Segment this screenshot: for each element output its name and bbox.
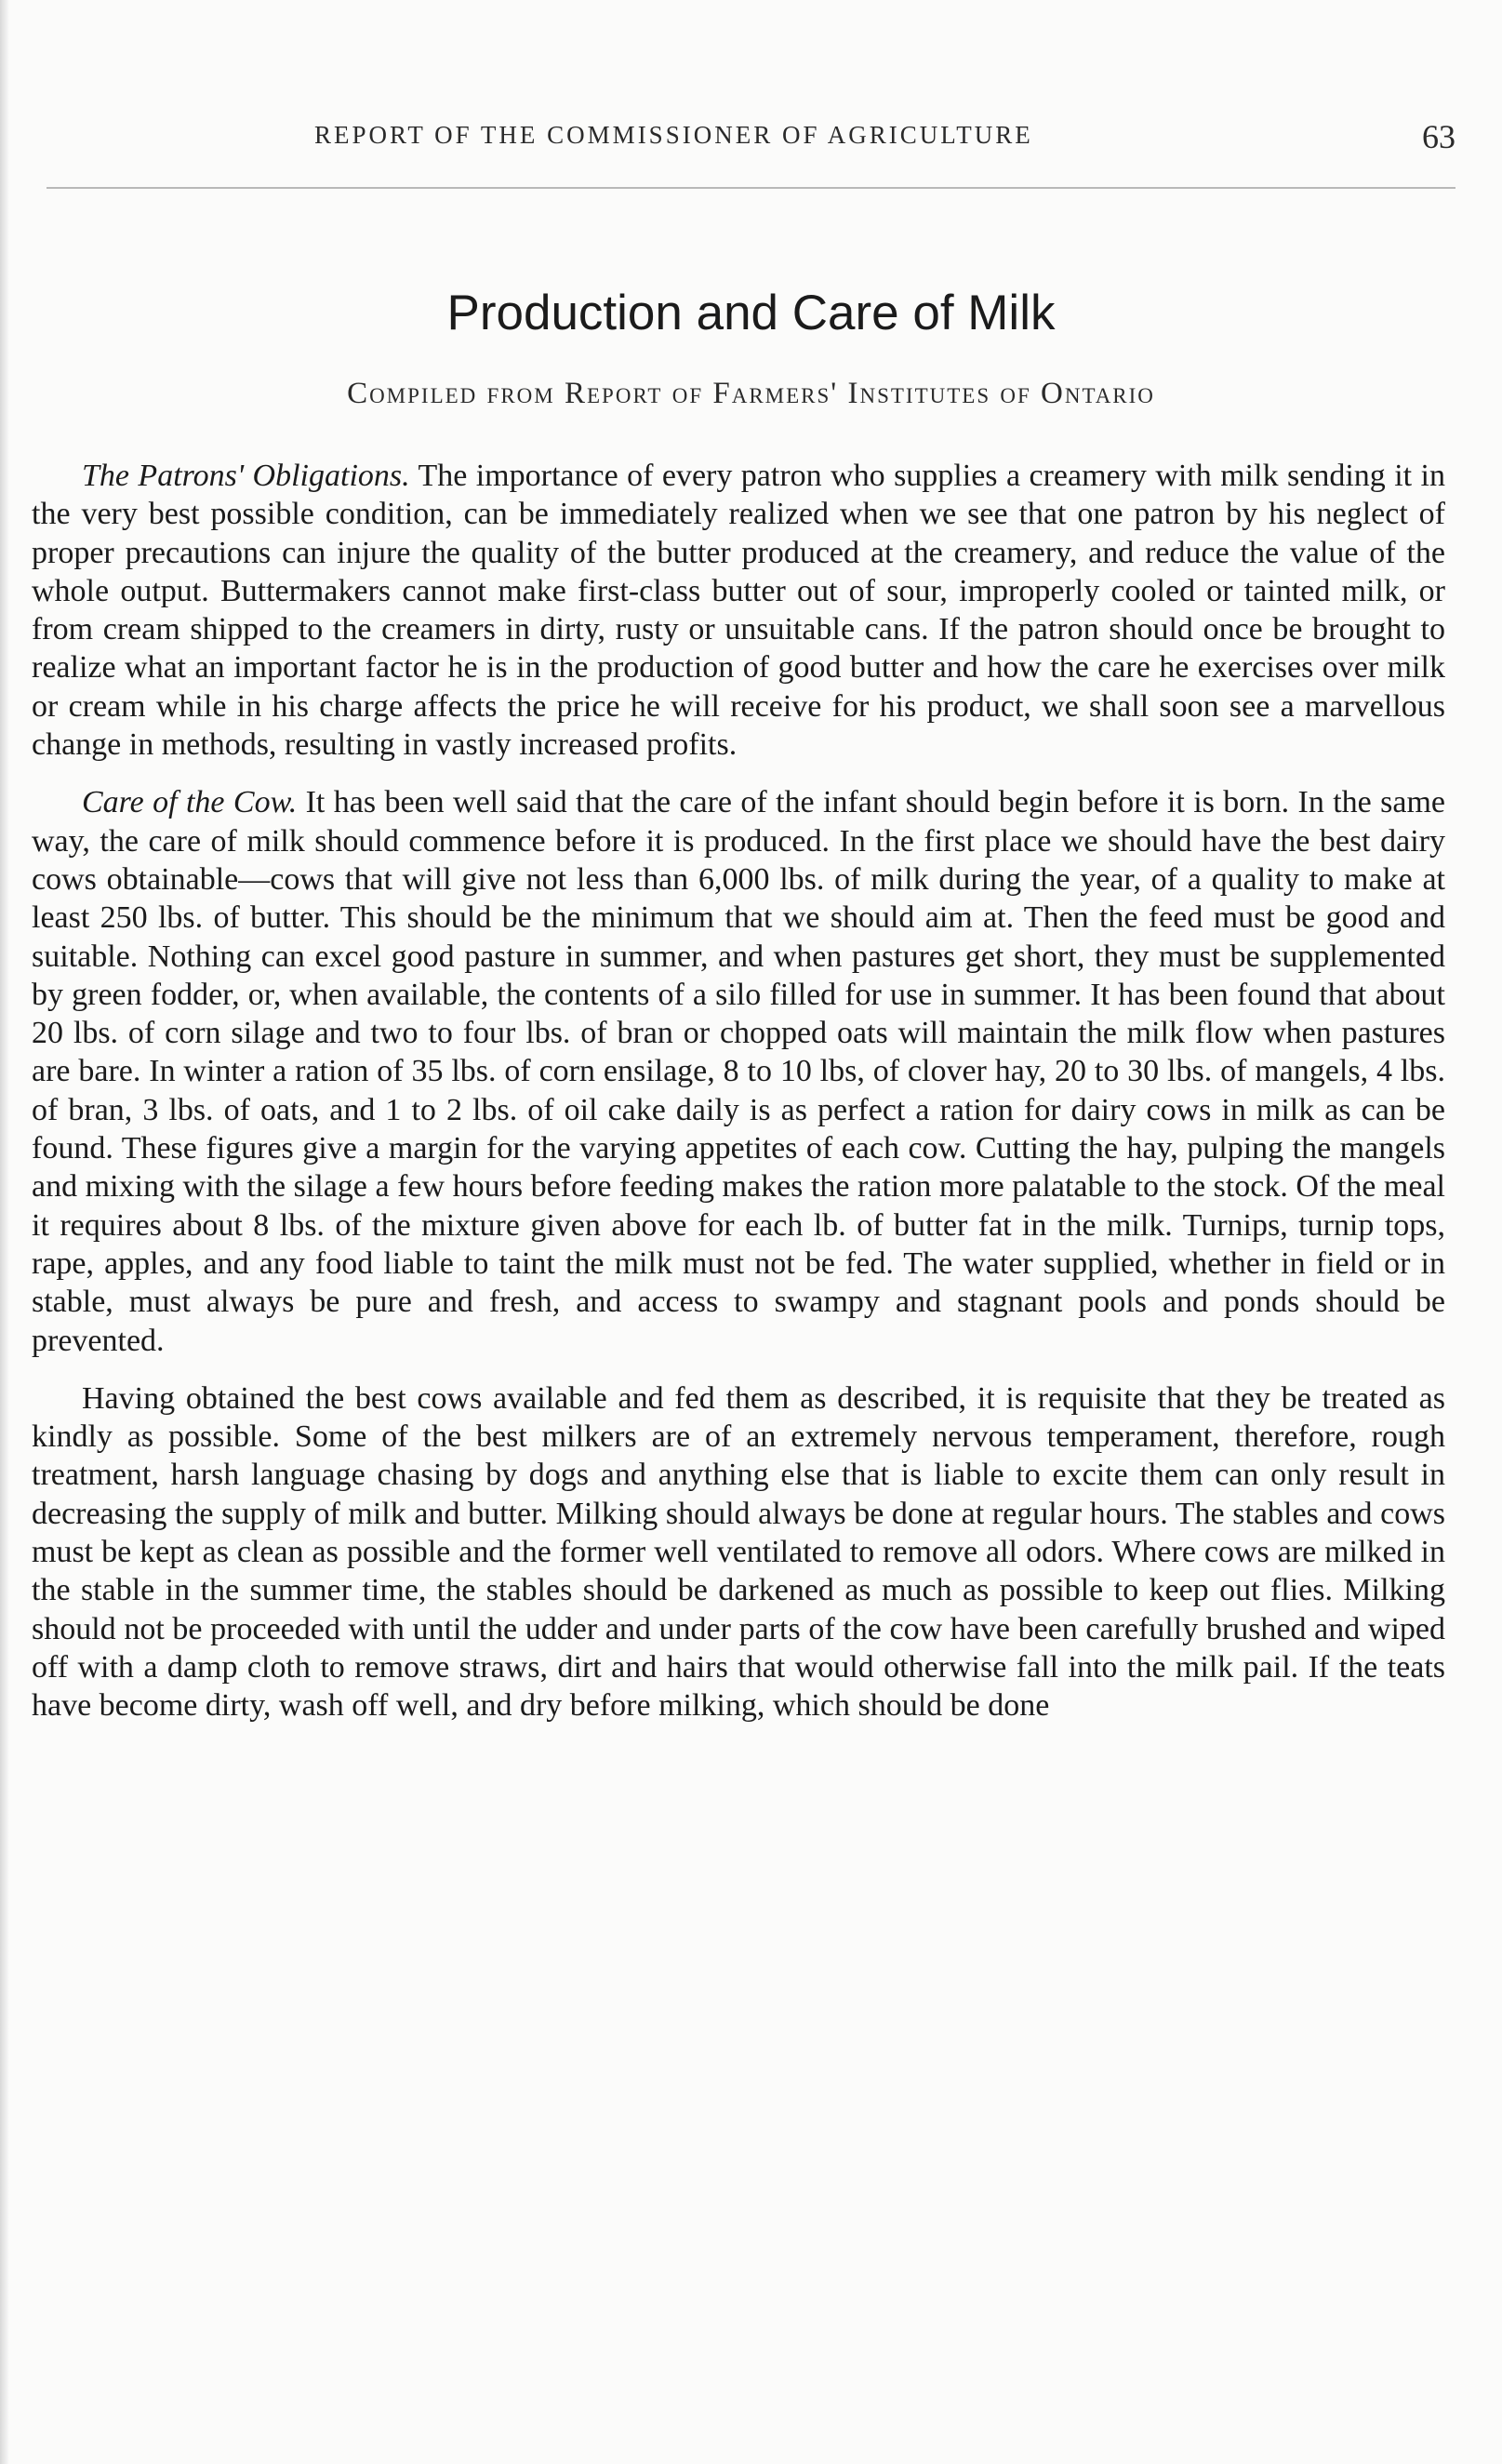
paragraph-text: The importance of every patron who supplies a creamery with milk sending it in the very best possible condition, can be immediately realized when we see that one patron by his neglect of proper precautions can injure the quality of the butter produced at the creamery, and reduce the value of the whole output. Buttermakers cannot make first-class butter out of sour, improperly cooled or tainted milk, or from cream shipped to the creamers in dirty, rusty or unsuitable cans. If the patron should once be brought to realize what an important factor he is in the production of good butter and how the care he exercises over milk or cream while in his charge affects the price he will receive for his product, we shall soon see a marvellous change in methods, resulting in vastly increased profits. xyxy=(32,459,1445,763)
paragraph-lead: The Patrons' Obligations. xyxy=(82,459,410,493)
paragraph-lead: Care of the Cow. xyxy=(82,785,298,820)
header-rule xyxy=(47,187,1455,189)
paragraph-care-of-cow xyxy=(32,783,1445,1359)
page-edge-shadow xyxy=(0,0,9,2464)
article-body xyxy=(32,457,1445,1745)
paragraph-treatment xyxy=(32,1379,1445,1725)
paragraph-patrons-obligations xyxy=(32,457,1445,764)
paragraph-text: It has been well said that the care of the infant should begin before it is born. In the same way, the care of milk should commence before it is produced. In the first place we should have the best dairy cows obtainable—cows that will give not less than 6,000 lbs. of milk during the year, of a quality to make at least 250 lbs. of butter. This should be the minimum that we should aim at. Then the feed must be good and suitable. Nothing can excel good pasture in summer, and when pastures get short, they must be supplemented by green fodder, or, when available, the contents of a silo filled for use in summer. It has been found that about 20 lbs. of corn silage and two to four lbs. of bran or chopped oats will maintain the milk flow when pastures are bare. In winter a ration of 35 lbs. of corn ensilage, 8 to 10 lbs, of clover hay, 20 to 30 lbs. of mangels, 4 lbs. of bran, 3 lbs. of oats, and 1 to 2 lbs. of oil cake daily is as perfect a ration for dairy cows in milk as can be found. These figures give a margin for the varying appetites of each cow. Cutting the hay, pulping the mangels and mixing with the silage a few hours before feeding makes the ration more palatable to the stock. Of the meal it requires about 8 lbs. of the mixture given above for each lb. of butter fat in the milk. Turnips, turnip tops, rape, apples, and any food liable to taint the milk must not be fed. The water supplied, whether in field or in stable, must always be pure and fresh, and access to swampy and stagnant pools and ponds should be prevented. xyxy=(32,785,1445,1358)
running-header: REPORT OF THE COMMISSIONER OF AGRICULTURE xyxy=(314,121,1033,149)
page-number: 63 xyxy=(1422,118,1455,155)
article-title: Production and Care of Milk xyxy=(446,286,1056,340)
article-subtitle: Compiled from Report of Farmers' Institutes of Ontario xyxy=(347,377,1155,410)
paragraph-text: Having obtained the best cows available and fed them as described, it is requisite that they be treated as kindly as possible. Some of the best milkers are of an extremely nervous temperament, therefore, rough treatment, harsh language chasing by dogs and anything else that is liable to excite them can only result in decreasing the supply of milk and butter. Milking should always be done at regular hours. The stables and cows must be kept as clean as possible and the former well ventilated to remove all odors. Where cows are milked in the stable in the summer time, the stables should be darkened as much as possible to keep out flies. Milking should not be proceeded with until the udder and under parts of the cow have been carefully brushed and wiped off with a damp cloth to remove straws, dirt and hairs that would otherwise fall into the milk pail. If the teats have become dirty, wash off well, and dry before milking, which should be done xyxy=(32,1380,1445,1724)
